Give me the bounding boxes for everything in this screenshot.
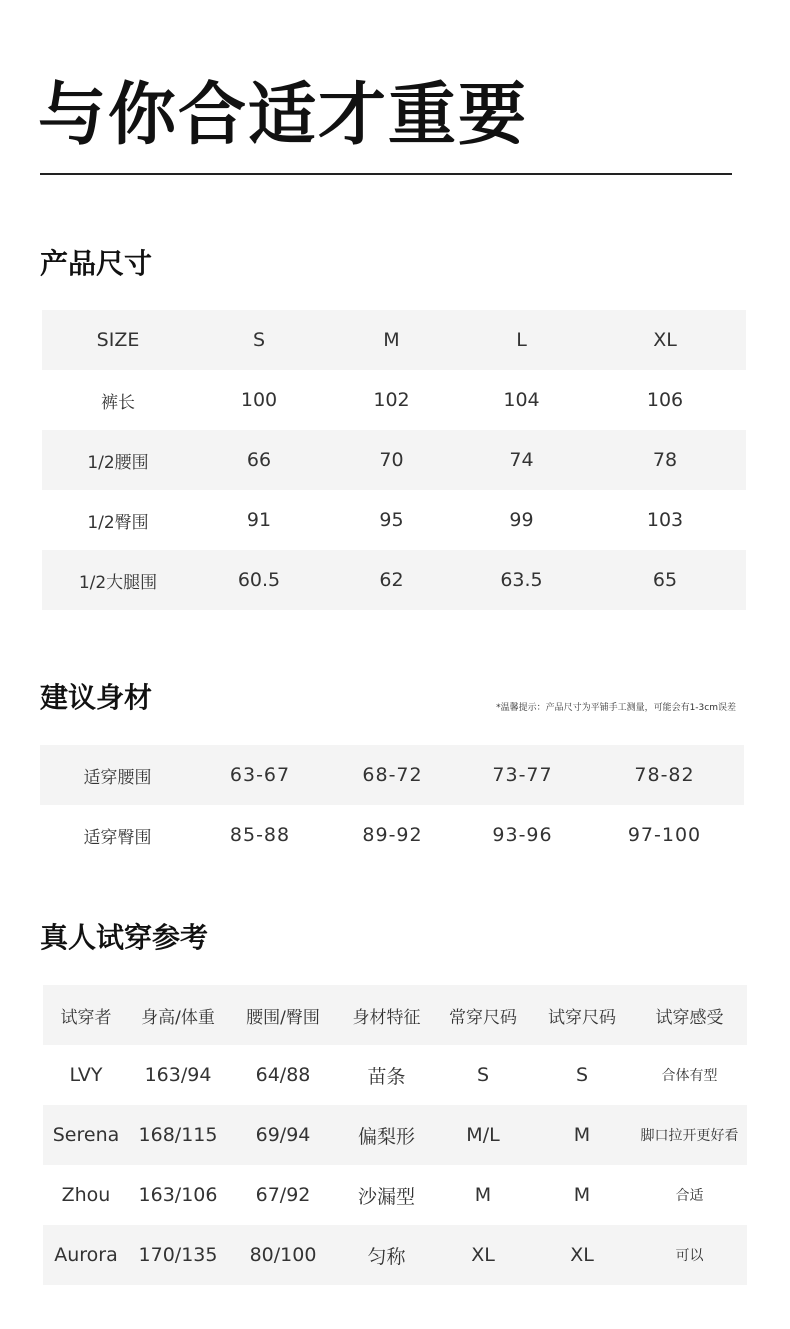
table-cell: 偏梨形 bbox=[339, 1105, 434, 1165]
table-cell: 168/115 bbox=[129, 1105, 227, 1165]
table-cell: 104 bbox=[503, 389, 540, 411]
table-cell: M bbox=[573, 1184, 591, 1206]
row-label: 适穿腰围 bbox=[40, 745, 195, 805]
table-cell: 68-72 bbox=[325, 745, 460, 805]
table-cell: LVY bbox=[69, 1064, 103, 1086]
row-label: 1/2腰围 bbox=[42, 430, 194, 490]
table-cell: 93-96 bbox=[492, 824, 553, 846]
size-header-cell: SIZE bbox=[42, 310, 194, 370]
table-cell: Zhou bbox=[61, 1184, 111, 1206]
table-cell: 97-100 bbox=[627, 824, 702, 846]
table-row bbox=[42, 370, 746, 430]
table-cell: 60.5 bbox=[194, 550, 324, 610]
table-cell: 103 bbox=[646, 509, 684, 531]
size-table bbox=[42, 310, 746, 610]
table-cell: 163/106 bbox=[138, 1184, 218, 1206]
table-cell: 91 bbox=[246, 509, 272, 531]
size-header-cell: L bbox=[459, 310, 584, 370]
table-cell: Aurora bbox=[43, 1225, 129, 1285]
title-divider bbox=[40, 173, 732, 175]
table-cell: 70 bbox=[324, 430, 459, 490]
trial-section-title: 真人试穿参考 bbox=[40, 921, 209, 954]
table-cell: 65 bbox=[584, 550, 746, 610]
table-cell: 78 bbox=[584, 430, 746, 490]
table-cell: 67/92 bbox=[255, 1184, 311, 1206]
table-cell: 66 bbox=[194, 430, 324, 490]
page-title: 与你合适才重要 bbox=[38, 76, 529, 155]
row-label: 1/2大腿围 bbox=[42, 550, 194, 610]
table-row bbox=[43, 1225, 747, 1285]
measurement-note: *温馨提示：产品尺寸为平铺手工测量，可能会有1-3cm误差 bbox=[496, 703, 736, 713]
size-header-cell: S bbox=[194, 310, 324, 370]
trial-table-header bbox=[43, 985, 747, 1045]
table-cell: 95 bbox=[379, 509, 404, 531]
table-cell: S bbox=[476, 1064, 490, 1086]
table-row bbox=[42, 430, 746, 490]
trial-header-cell: 腰围/臀围 bbox=[227, 985, 339, 1045]
table-row bbox=[43, 1165, 747, 1225]
table-cell: S bbox=[575, 1064, 589, 1086]
table-cell: 63-67 bbox=[195, 745, 325, 805]
trial-header-cell: 试穿者 bbox=[43, 985, 129, 1045]
table-row bbox=[43, 1045, 747, 1105]
table-row bbox=[43, 1105, 747, 1165]
table-cell: 合体有型 bbox=[661, 1068, 718, 1084]
table-cell: 可以 bbox=[632, 1225, 747, 1285]
row-label: 1/2臀围 bbox=[87, 512, 149, 533]
trial-header-cell: 身高/体重 bbox=[129, 985, 227, 1045]
table-cell: 100 bbox=[240, 389, 278, 411]
table-cell: 163/94 bbox=[144, 1064, 212, 1086]
table-cell: 102 bbox=[373, 389, 410, 411]
table-cell: 合适 bbox=[675, 1188, 704, 1204]
trial-header-cell: 常穿尺码 bbox=[434, 985, 532, 1045]
table-cell: 匀称 bbox=[339, 1225, 434, 1285]
table-cell: M/L bbox=[434, 1105, 532, 1165]
table-cell: 64/88 bbox=[255, 1064, 311, 1086]
size-header-cell: M bbox=[324, 310, 459, 370]
table-cell: 99 bbox=[509, 509, 534, 531]
trial-header-cell: 试穿尺码 bbox=[532, 985, 632, 1045]
table-cell: 73-77 bbox=[460, 745, 585, 805]
table-cell: 沙漏型 bbox=[357, 1185, 415, 1208]
table-row bbox=[42, 490, 746, 550]
size-header-cell: XL bbox=[584, 310, 746, 370]
table-cell: 80/100 bbox=[227, 1225, 339, 1285]
size-section-title: 产品尺寸 bbox=[40, 247, 153, 280]
table-cell: XL bbox=[434, 1225, 532, 1285]
table-cell: 106 bbox=[646, 389, 684, 411]
table-cell: 62 bbox=[324, 550, 459, 610]
table-cell: 脚口拉开更好看 bbox=[632, 1105, 747, 1165]
trial-header-cell: 身材特征 bbox=[339, 985, 434, 1045]
table-cell: 苗条 bbox=[367, 1065, 406, 1088]
table-cell: 69/94 bbox=[227, 1105, 339, 1165]
size-table-header bbox=[42, 310, 746, 370]
row-label: 适穿臀围 bbox=[83, 827, 152, 848]
table-cell: 170/135 bbox=[129, 1225, 227, 1285]
table-row bbox=[40, 745, 744, 805]
trial-header-cell: 试穿感受 bbox=[632, 985, 747, 1045]
trial-table bbox=[43, 985, 747, 1285]
table-cell: M bbox=[474, 1184, 492, 1206]
table-cell: XL bbox=[532, 1225, 632, 1285]
table-cell: 74 bbox=[459, 430, 584, 490]
table-cell: Serena bbox=[43, 1105, 129, 1165]
table-cell: 89-92 bbox=[362, 824, 423, 846]
recommend-section-title: 建议身材 bbox=[40, 681, 153, 714]
table-row bbox=[42, 550, 746, 610]
recommend-table bbox=[40, 745, 744, 865]
table-cell: 63.5 bbox=[459, 550, 584, 610]
table-cell: M bbox=[532, 1105, 632, 1165]
table-cell: 78-82 bbox=[585, 745, 744, 805]
row-label: 裤长 bbox=[101, 392, 135, 413]
table-row bbox=[40, 805, 744, 865]
table-cell: 85-88 bbox=[229, 824, 291, 846]
